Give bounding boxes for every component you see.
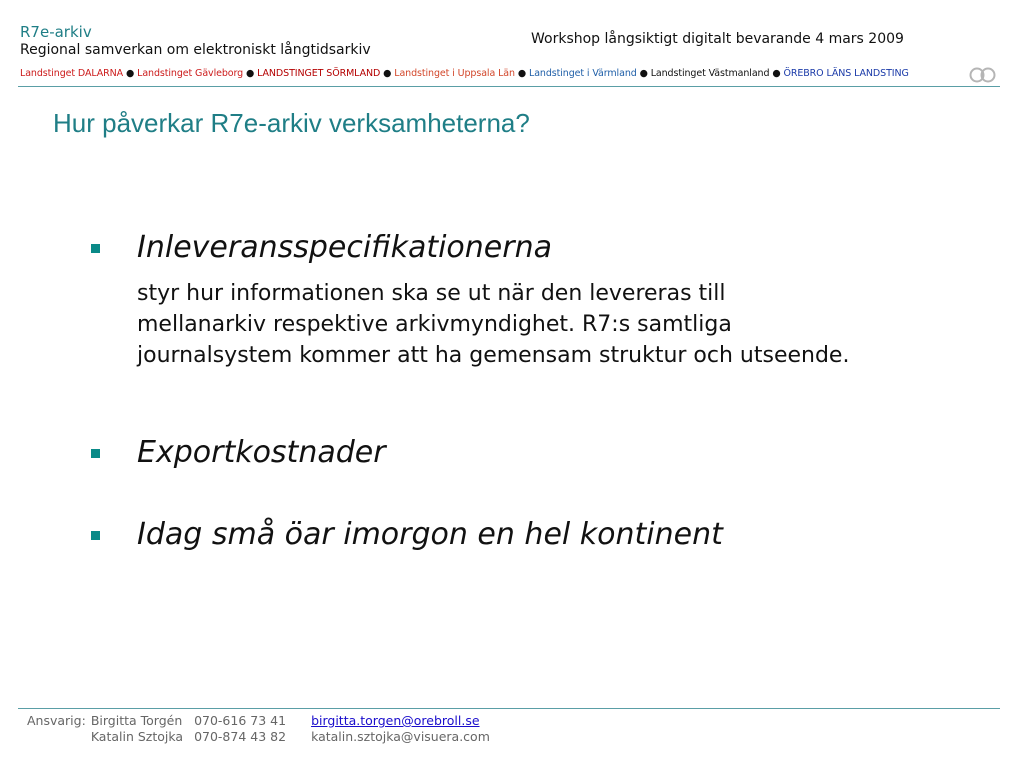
contact-table xyxy=(27,713,495,745)
footer-divider xyxy=(18,708,1000,709)
contact-phone: 070-616 73 41 xyxy=(194,713,287,728)
contact-row xyxy=(27,713,495,729)
contact-name: Katalin Sztojka xyxy=(90,729,184,744)
slide-title: Hur påverkar R7e-arkiv verksamheterna? xyxy=(53,108,530,138)
county-gavleborg: Landstinget Gävleborg xyxy=(137,68,244,79)
county-orebro: ÖREBRO LÄNS LANDSTING xyxy=(783,68,909,79)
workshop-caption: Workshop långsiktigt digitalt bevarande 4 mars 2009 xyxy=(531,31,904,47)
bullet-square-icon xyxy=(91,244,100,253)
county-sormland: LANDSTINGET SÖRMLAND xyxy=(257,68,381,79)
bullet-square-icon xyxy=(91,531,100,540)
responsible-label: Ansvarig: xyxy=(27,713,86,728)
header-divider xyxy=(18,86,1000,87)
rings-logo-icon xyxy=(968,66,998,84)
contact-name: Birgitta Torgén xyxy=(90,713,183,728)
bullet-heading-export: Exportkostnader xyxy=(137,435,386,470)
bullet-body-inleverans: styr hur informationen ska se ut när den levereras till mellanarkiv respektive arkivmyndighet. R7:s samtliga journalsystem kommer att ha gemensam struktur och utseende. xyxy=(137,281,850,368)
county-separator: ● xyxy=(517,68,527,79)
bullet-heading-kontinent: Idag små öar imorgon en hel kontinent xyxy=(137,517,723,552)
county-separator: ● xyxy=(383,68,392,79)
footer xyxy=(27,713,495,745)
bullet-heading-inleverans: Inleveransspecifikationerna xyxy=(137,230,552,265)
county-dalarna: Landstinget DALARNA xyxy=(20,68,124,79)
bullet-square-icon xyxy=(91,449,100,458)
county-separator: ● xyxy=(639,68,648,79)
contact-row xyxy=(27,729,495,745)
county-varmland: Landstinget i Värmland xyxy=(529,68,637,79)
county-vastmanland: Landstinget Västmanland xyxy=(650,68,770,79)
county-separator: ● xyxy=(126,68,135,79)
brand-subtitle: Regional samverkan om elektroniskt långtidsarkiv xyxy=(20,42,371,58)
brand-title: R7e-arkiv xyxy=(20,23,92,41)
county-separator: ● xyxy=(245,68,255,79)
contact-email-link[interactable]: birgitta.torgen@orebroll.se xyxy=(311,713,480,728)
county-separator: ● xyxy=(772,68,781,79)
contact-email: katalin.sztojka@visuera.com xyxy=(311,729,490,744)
contact-phone: 070-874 43 82 xyxy=(194,729,287,744)
county-uppsala: Landstinget i Uppsala Län xyxy=(394,68,515,79)
responsible-label-empty xyxy=(27,729,91,745)
county-list xyxy=(20,68,909,79)
